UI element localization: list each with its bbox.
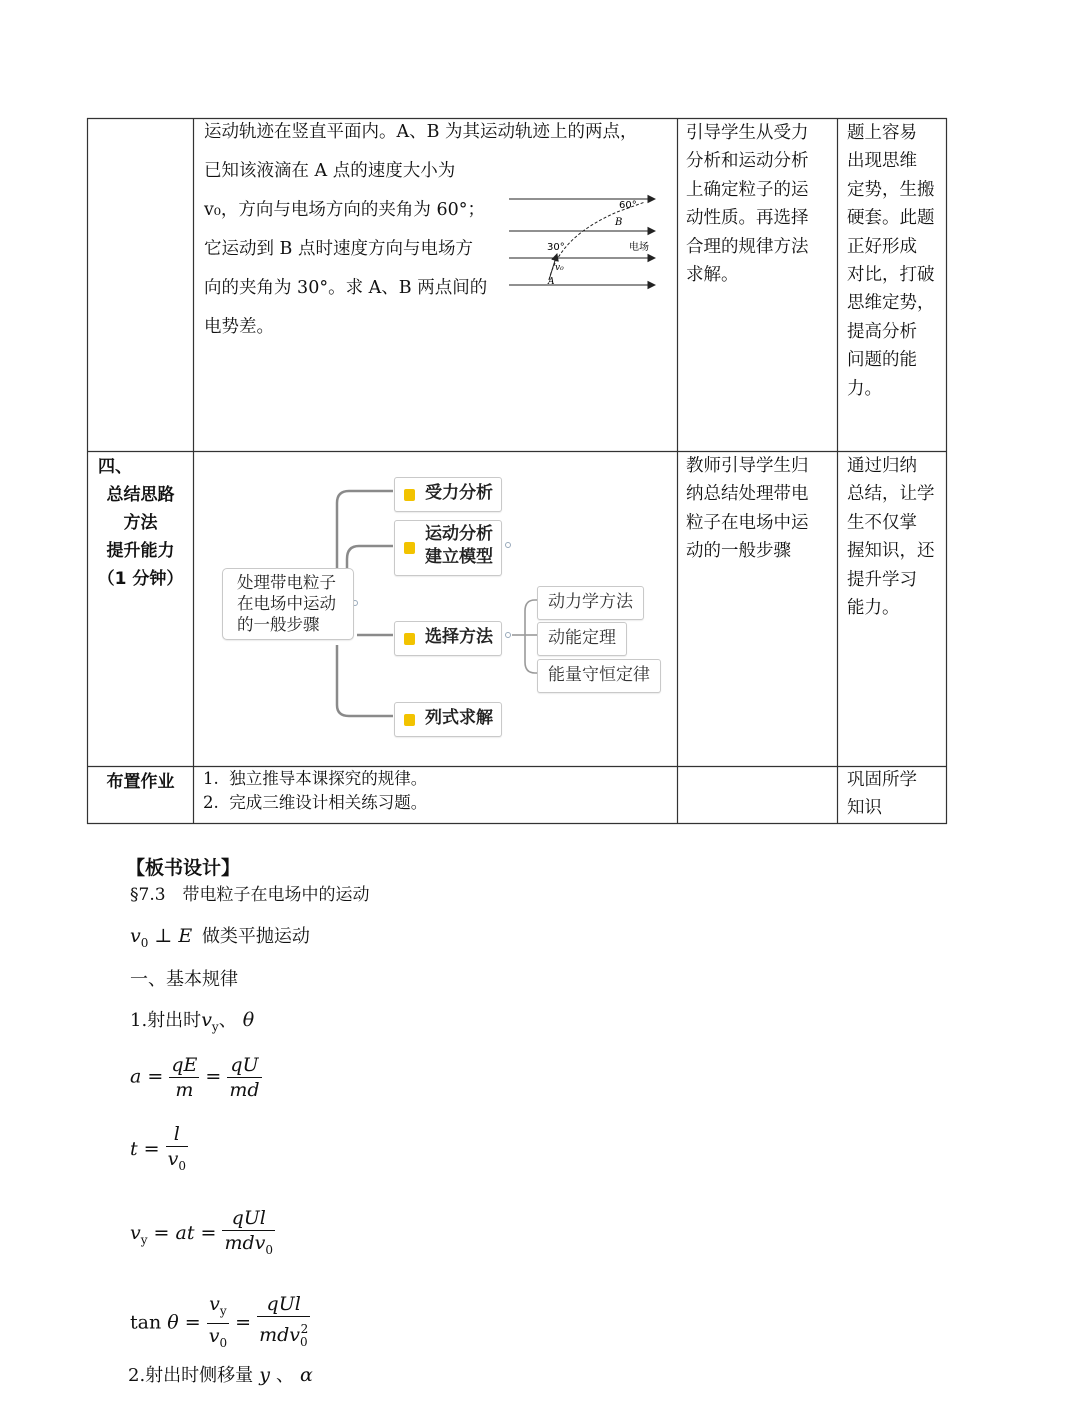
problem-line: 已知该液滴在 A 点的速度大小为 bbox=[204, 161, 456, 181]
mindmap-leaf-label: 动力学方法 bbox=[548, 592, 633, 612]
var-y: y bbox=[253, 1364, 277, 1386]
note-icon bbox=[404, 714, 415, 726]
intent-line: 硬套。此题 bbox=[847, 208, 935, 229]
mindmap-root-line: 的一般步骤 bbox=[237, 615, 320, 634]
mindmap-node-force-analysis bbox=[394, 477, 502, 512]
section-heading-line: 总结思路 bbox=[106, 485, 175, 505]
formula-tan-theta: tan θ = $\frac{v_y}{v_0}$ = $\frac{\text{qUl}}{mdv_0^2}$ bbox=[130, 1293, 309, 1350]
separator: 、 bbox=[218, 1010, 237, 1031]
homework-heading: 布置作业 bbox=[106, 772, 175, 792]
mindmap-node-label: 建立模型 bbox=[425, 547, 493, 567]
teacher-line: 引导学生从受力 bbox=[686, 123, 809, 143]
board-section-title: §7.3 带电粒子在电场中的运动 bbox=[130, 885, 370, 905]
mindmap-root-line: 处理带电粒子 bbox=[237, 573, 336, 592]
board-design-heading: 【板书设计】 bbox=[126, 857, 241, 879]
formula-acceleration: a = $\frac{qE}{m}$ = $\frac{qU}{md}$ bbox=[130, 1054, 260, 1101]
teacher-line: 合理的规律方法 bbox=[686, 236, 809, 257]
note-icon bbox=[404, 542, 415, 554]
board-part-one: 一、基本规律 bbox=[130, 969, 238, 990]
mindmap-root-node bbox=[222, 568, 354, 640]
intent-line: 正好形成 bbox=[847, 236, 917, 257]
var-vy: $v_y$ bbox=[201, 1009, 219, 1034]
note-icon bbox=[404, 633, 415, 645]
homework-list bbox=[203, 767, 427, 815]
teacher-line: 教师引导学生归 bbox=[686, 456, 809, 476]
problem-line: v₀，方向与电场方向的夹角为 60°； bbox=[204, 200, 485, 220]
intent-line: 通过归纳 bbox=[847, 456, 917, 476]
design-intent-3 bbox=[847, 766, 943, 822]
teacher-line: 分析和运动分析 bbox=[686, 151, 809, 172]
mindmap-node-choose-method bbox=[394, 621, 502, 656]
mindmap-node-label: 选择方法 bbox=[425, 627, 493, 647]
teacher-activity-1 bbox=[686, 119, 832, 289]
teacher-line: 求解。 bbox=[686, 265, 739, 286]
angle-60-label: 60° bbox=[619, 200, 637, 211]
design-intent-1 bbox=[847, 119, 943, 403]
section-heading-line: 提升能力 bbox=[106, 541, 175, 561]
teacher-line: 粒子在电场中运 bbox=[686, 512, 809, 533]
section-heading-line: 四、 bbox=[98, 457, 132, 477]
electric-field-figure bbox=[505, 188, 665, 293]
point-a-label: A bbox=[548, 277, 555, 287]
board-step-two bbox=[128, 1361, 313, 1390]
teacher-line: 动性质。再选择 bbox=[686, 208, 809, 229]
v0-label: v₀ bbox=[555, 263, 564, 273]
homework-item: 2. 完成三维设计相关练习题。 bbox=[203, 793, 428, 812]
mindmap-node-solve-equations bbox=[394, 702, 502, 737]
section-heading-line: （1 分钟） bbox=[97, 569, 184, 589]
formula-time: t = $\frac{l}{v_0}$ bbox=[130, 1123, 187, 1173]
problem-line: 运动轨迹在竖直平面内。A、B 为其运动轨迹上的两点， bbox=[204, 122, 638, 142]
problem-line: 向的夹角为 30°。求 A、B 两点间的 bbox=[204, 278, 488, 298]
mindmap-leaf-kinetic-energy-theorem bbox=[537, 622, 627, 656]
intent-line: 定势，生搬 bbox=[847, 179, 935, 200]
mindmap-leaf-energy-conservation bbox=[537, 659, 661, 693]
teacher-line: 纳总结处理带电 bbox=[686, 484, 809, 505]
mindmap-leaf-label: 能量守恒定律 bbox=[548, 665, 650, 685]
teacher-activity-2 bbox=[686, 452, 832, 566]
formula-vy: $v_y$ = at = $\frac{\text{qUl}}{mdv_0}$ bbox=[130, 1207, 274, 1257]
intent-line: 问题的能 bbox=[847, 350, 917, 371]
intent-line: 对比，打破 bbox=[847, 265, 935, 286]
intent-line: 思维定势， bbox=[847, 293, 935, 314]
intent-line: 题上容易 bbox=[847, 123, 917, 143]
intent-line: 提升学习 bbox=[847, 569, 917, 590]
formula-v0-perp-e: $v_0$ ⊥ E bbox=[130, 925, 193, 950]
intent-line: 巩固所学 bbox=[847, 770, 917, 790]
intent-line: 提高分析 bbox=[847, 321, 917, 342]
teacher-line: 动的一般步骤 bbox=[686, 541, 791, 562]
intent-line: 出现思维 bbox=[847, 151, 917, 172]
point-b-label: B bbox=[615, 217, 623, 228]
angle-30-label: 30° bbox=[547, 242, 565, 253]
problem-line: 它运动到 B 点时速度方向与电场方 bbox=[204, 239, 473, 259]
step-one-label: 1.射出时 bbox=[130, 1010, 202, 1031]
intent-line: 知识 bbox=[847, 798, 882, 818]
homework-item: 1. 独立推导本课探究的规律。 bbox=[203, 769, 428, 788]
mindmap-leaf-dynamics bbox=[537, 586, 644, 620]
intent-line: 能力。 bbox=[847, 598, 900, 619]
mindmap-node-label: 列式求解 bbox=[425, 708, 493, 728]
var-theta: θ bbox=[236, 1009, 255, 1031]
field-label: 电场 bbox=[629, 242, 649, 253]
problem-line: 电势差。 bbox=[204, 317, 274, 337]
motion-description: 做类平抛运动 bbox=[201, 926, 310, 947]
intent-line: 总结，让学 bbox=[847, 484, 935, 505]
mindmap-node-motion-analysis bbox=[394, 520, 502, 576]
intent-line: 力。 bbox=[847, 378, 882, 399]
mindmap-root-line: 在电场中运动 bbox=[237, 594, 336, 613]
mindmap-node-label: 运动分析 bbox=[425, 524, 493, 544]
section-four-heading bbox=[88, 453, 193, 593]
board-step-one bbox=[130, 1006, 254, 1041]
design-intent-2 bbox=[847, 452, 943, 622]
intent-line: 握知识，还 bbox=[847, 541, 935, 562]
step-two-label: 2.射出时侧移量 bbox=[128, 1365, 254, 1386]
mindmap-leaf-label: 动能定理 bbox=[548, 628, 616, 648]
teacher-line: 上确定粒子的运 bbox=[686, 179, 809, 200]
note-icon bbox=[404, 489, 415, 501]
section-heading-line: 方法 bbox=[123, 513, 158, 533]
var-alpha: α bbox=[294, 1364, 313, 1386]
board-motion-line bbox=[130, 922, 310, 957]
intent-line: 生不仅掌 bbox=[847, 512, 917, 533]
mindmap-node-label: 受力分析 bbox=[425, 483, 493, 503]
separator: 、 bbox=[276, 1365, 295, 1386]
